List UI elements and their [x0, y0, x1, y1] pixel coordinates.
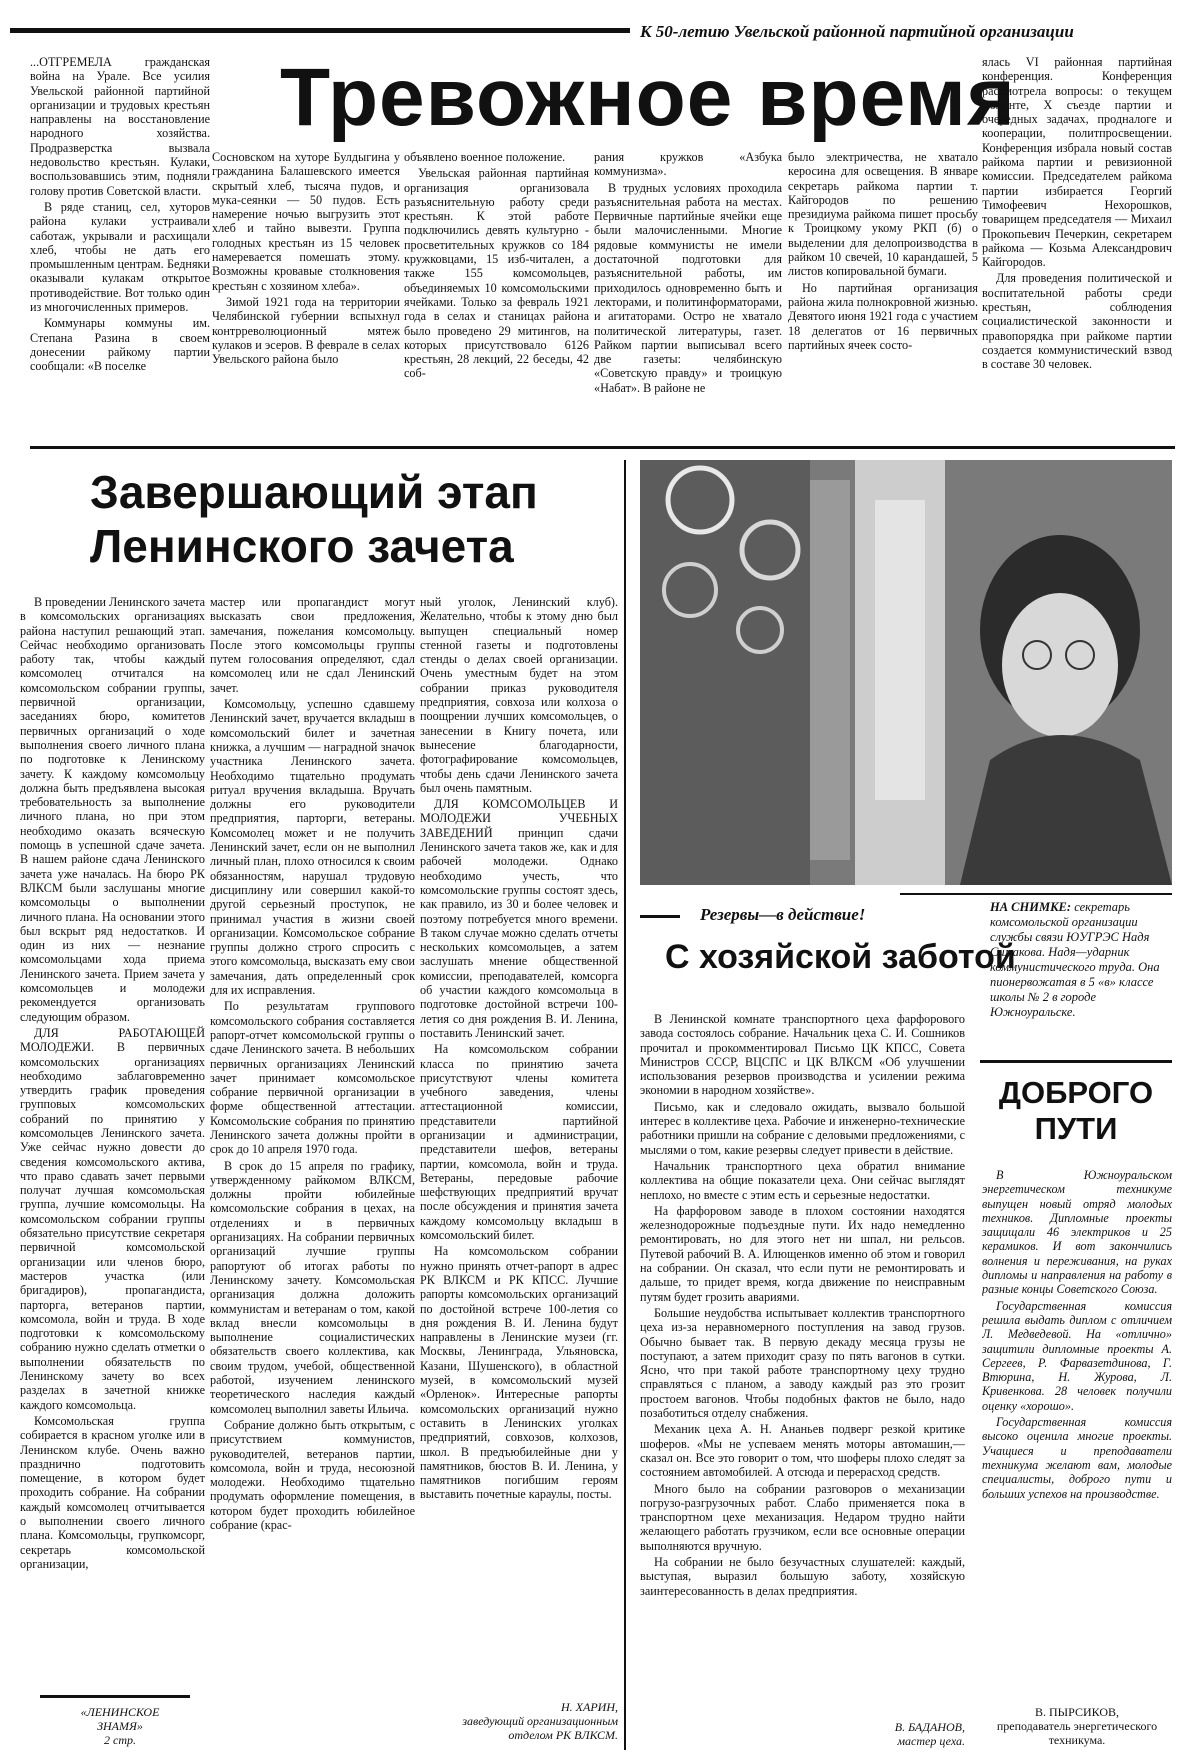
vertical-divider: [624, 460, 626, 1750]
paragraph: мастер или пропагандист могут высказать свои предложения, замечания, пожелания комсомольцу. После этого комсомольцы группы путем голосования определяют, сдал комсомолец или не сдал Ленинский зачет.: [210, 595, 415, 695]
article2-col2: [210, 595, 415, 1755]
paragraph: Начальник транспортного цеха обратил внимание коллектива на общие показатели цеха. Они сейчас выглядят неплохо, но вместе с этим есть и серьезные недостатки.: [640, 1158, 965, 1202]
article3-rubric: Резервы—в действие!: [700, 905, 866, 924]
paragraph: Государственная комиссия высоко оценила многие проекты. Учащиеся и преподаватели техникума желают вам, молодые специалисты, доброго пути и больших успехов на производстве.: [982, 1415, 1172, 1501]
article2-signature-title: заведующий организационным отделом РК ВЛКСМ.: [462, 1714, 618, 1742]
article4-body: [982, 1168, 1172, 1703]
headline-zavershayushchiy-etap: [90, 465, 538, 573]
paragraph: В ряде станиц, сел, хуторов района кулаки устраивали саботаж, укрывали и расхищали хлеб, чтобы не дать его промышленным центрам. Бедняки оказывали кулакам открытое противодействие. Вот только один из многочисленных примеров.: [30, 199, 210, 315]
article4-signature-name: В. ПЫРСИКОВ,: [1035, 1705, 1119, 1719]
article3-signature-title: мастер цеха.: [897, 1734, 965, 1748]
paragraph: Комсомольцу, успешно сдавшему Ленинский зачет, вручается вкладыш в комсомольский билет и зачетная книжка, а лучшим — наградной значок участника Ленинского зачета. Необходимо тщательно продумать ритуал вручения вкладыша. Вручать должны его руководители предприятия, парторги, ветераны. Комсомолец может и не получить Ленинский зачет, если он не выполнил личный план, плохо относился к своим обязанностям, нарушал трудовую дисциплину или совершил какой-то другой серьезный проступок, не принимал участия в жизни своей организации. Комсомольское собрание группы должно строго спросить с этого комсомольца, высказать ему свои замечания, дать определенный срок для их исправления.: [210, 697, 415, 998]
paragraph: Много было на собрании разговоров о механизации погрузо-разгрузочных работ. Слабо применяется пока в транспортном цехе механизация. Недаром трудно найти желающего работать грузчиком, если все основные операции выполняются вручную.: [640, 1481, 965, 1553]
article3-signature: [640, 1720, 965, 1748]
paragraph: Комсомольская группа собирается в красном уголке или в Ленинском клубе. Очень важно празднично подготовить помещение, в котором будет проходить собрание. На собрании каждый комсомолец отчитывается о выполнении своего личного плана. Комсомольцы, групкомсорг, секретарь комсомольской организации,: [20, 1413, 205, 1571]
newspaper-ref-line1: «ЛЕНИНСКОЕ: [80, 1705, 160, 1719]
paragraph: На фарфоровом заводе в плохом состоянии находятся железнодорожные подъездные пути. Их надо немедленно ремонтировать, но для этого нет ни шпал, ни рельсов. Путевой рабочий В. А. Илющенков именно об этом и говорил на собрании. Он сказал, что если пути не ремонтировать и дальше, то придет время, когда движение по неисправным путям будет грозить авариями.: [640, 1203, 965, 1304]
paragraph: На комсомольском собрании класса по принятию зачета присутствуют члены комитета учебного заведения, члены аттестационной комиссии, представители партийной организации и администрации, представители шефов, ветераны партии, комсомола, войн и труда. Ветераны, передовые рабочие шефствующих предприятий вручат после обсуждения и принятия зачета каждому комсомольцу вкладыш в комсомольский билет.: [420, 1042, 618, 1243]
paragraph: В срок до 15 апреля по графику, утвержденному райкомом ВЛКСМ, должны пройти юбилейные комсомольские собрания в цехах, на отделениях и в первичных организациях. На собрании первичных организаций лучшие группы рапортуют об итогах работы по Ленинскому зачету. Комсомольская организация должна доложить коммунистам и ветеранам о том, какой вклад внесли комсомольцы в выполнение социалистических обязательств своего коллектива, как своим трудом, учебой, общественной работой, изучением ленинского теоретического наследия каждый комсомолец выполнил заветы Ильича.: [210, 1158, 415, 1416]
article1-col4: [594, 150, 782, 445]
paragraph: ...ОТГРЕМЕЛА гражданская война на Урале. Все усилия Увельской районной партийной организации и трудовых крестьян направлены на восстановление народного хозяйства. Продразверстка вызвала недовольство крестьян. Кулаки, воспользовавшись этим, подняли голову против Советской власти.: [30, 55, 210, 198]
paragraph: В проведении Ленинского зачета в комсомольских организациях района наступил решающий этап. Сейчас необходимо организовать работу так, чтобы каждый комсомолец отчитался на комсомольском собрании группы, первичной организации, заседаниях бюро, комитетов первичных организаций о ходе выполнения своего личного плана по подготовке к Ленинскому зачету. К каждому комсомольцу должна быть предъявлена высокая требовательность за выполнение личного плана, но при этом необходимо оказать всяческую помощь в успешной сдаче зачета. В нашем районе сдача Ленинского зачета уже началась. На бюро РК ВЛКСМ были заслушаны многие комсомольцы о выполнении личного плана. На основании этого был вскрыт ряд недостатков. И один из них — незнание комсомольцами хода приема Ленинского зачета. Прием зачета у комсомольцев и молодежи рекомендуется организовать следующим образом.: [20, 595, 205, 1024]
headline-trevozhnoe-vremya: Тревожное время: [280, 52, 1016, 143]
article2-signature-name: Н. ХАРИН,: [561, 1700, 618, 1714]
paragraph: Увельская районная партийная организация организовала разъяснительную работу среди крестьян. К этой работе подключились девять культурно - просветительных кружков со 184 кружковцами, 15 изб-читален, а также 155 комсомольцев, объединяемых 10 комсомольскими ячейками. Только за февраль 1921 года в селах и станицах района было проведено 29 митингов, на которых присутствовало 6126 крестьян, 28 лекций, 22 беседы, 42 соб-: [404, 166, 589, 381]
paragraph: Для проведения политической и воспитательной работы среди крестьян, соблюдения социалистической законности и правопорядка при райкоме партии создается коммунистический взвод в составе 30 человек.: [982, 271, 1172, 372]
section-divider: [30, 446, 1175, 449]
photo-nadya-simakova: [640, 460, 1172, 885]
article4-top-rule: [980, 1060, 1172, 1063]
headline-puti: ПУТИ: [1034, 1111, 1118, 1146]
headline-line2: Ленинского зачета: [90, 520, 514, 572]
caption-rule: [900, 893, 1172, 895]
photo-caption-text: секретарь комсомольской организации службы связи ЮУГРЭС Надя Симакова. Надя—ударник коммунистического труда. Она пионервожатая в 5 «в» классе школы № 2 в городе Южноуральске.: [990, 900, 1160, 1019]
paragraph: ялась VI районная партийная конференция. Конференция рассмотрела вопросы: о текущем моменте, X съезде партии и очередных задачах, продналоге и кооперации, политпросвещении. Конференция избрала новый состав райкома партии и ревизионной комиссии. Председателем райкома партии избирается Георгий Тимофеевич Нехорошков, товарищем председателя — Михаил Прокопьевич Печеркин, секретарем райкома — Козьма Александрович Кайгородов.: [982, 55, 1172, 270]
paragraph: В трудных условиях проходила разъяснительная работа на местах. Первичные партийные ячейки еще были малочисленными. Многие рядовые коммунисты не имели достаточной подготовки для разъяснительной работы, им приходилось одновременно быть и лекторами, и политинформаторами, и агитаторами. Остро не хватало политической литературы, газет. Райком партии выписывал всего две газеты: челябинскую «Советскую правду» и троицкую «Набат». В районе не: [594, 180, 782, 395]
article1-col5: [788, 150, 978, 445]
paragraph: На собрании не было безучастных слушателей: каждый, выступая, выразил большую заботу, хозяйскую заинтересованность в делах предприятия.: [640, 1554, 965, 1598]
paragraph: ДЛЯ РАБОТАЮЩЕЙ МОЛОДЕЖИ. В первичных комсомольских организациях необходимо заблаговременно утвердить график проведения групповых комсомольских собраний по принятию у комсомольцев Ленинского зачета. Уже сейчас нужно довести до сведения комсомольского актива, что право сдавать зачет первыми получат лучшая комсомольская группа, лучшие комсомольцы. На комсомольском собрании группы обязательно присутствие секретаря первичной комсомольской организации или членов бюро, мастеров участка (или бригадиров), пропагандиста, парторга, ветеранов партии, комсомола, войн и труда. В ходе подготовки к комсомольскому собранию нужно сделать отметки о выполнении обязательств по Ленинскому зачету во всех разделах в зачетной книжке каждого комсомольца.: [20, 1025, 205, 1412]
paragraph: Письмо, как и следовало ожидать, вызвало большой интерес в коллективе цеха. Рабочие и инженерно-технические работники пришли на собрание с деловыми предложениями, с мыслями о том, какие резервы следует привести в действие.: [640, 1099, 965, 1157]
article3-body: [640, 1012, 965, 1692]
paragraph: На комсомольском собрании нужно принять отчет-рапорт в адрес РК ВЛКСМ и РК КПСС. Лучшие рапорты комсомольских организаций по достойной встрече 100-летия со дня рождения В. И. Ленина будут направлены в Ленинские музеи (гг. Москвы, Ленинграда, Ульяновска, Казани, Шушенского), в областной музей, в комсомольский музей «Орленок». Интересные рапорты комсомольских организаций нужно оставить в Ленинских уголках предприятий, совхозов, колхозов, школ. В предъюбилейные дни у памятников, бюстов В. И. Ленина, у памятников погибшим героям выставить почетные караулы, посты.: [420, 1244, 618, 1502]
article1-col2: [212, 150, 400, 445]
paragraph: рания кружков «Азбука коммунизма».: [594, 150, 782, 179]
article2-signature: [420, 1700, 618, 1742]
portrait-photo-image: [640, 460, 1172, 885]
paragraph: Зимой 1921 года на территории Челябинской губернии вспыхнул контрреволюционный мятеж кулаков и эсеров. В феврале в селах Увельского района было: [212, 294, 400, 367]
article3-signature-name: В. БАДАНОВ,: [894, 1720, 965, 1734]
article3-rubric-rule: [640, 915, 680, 918]
headline-line1: Завершающий этап: [90, 466, 538, 518]
article4-signature: [982, 1705, 1172, 1747]
paragraph: объявлено военное положение.: [404, 150, 566, 164]
anniversary-rubric: К 50-летию Увельской районной партийной организации: [640, 22, 1074, 41]
article1-col1: [30, 55, 210, 445]
paragraph: Коммунары коммуны им. Степана Разина в своем донесении райкому партии сообщали: «В поселке: [30, 316, 210, 374]
article2-col1: [20, 595, 205, 1715]
paragraph: было электричества, не хватало керосина для освещения. В январе секретарь райкома партии т. Кайгородов по решению президиума райкома пишет просьбу к Троицкому укому РКП (б) о выделении для делопроизводства в райком 10 свечей, 10 карандашей, 5 листов копировальной бумаги.: [788, 150, 978, 279]
paragraph: В Южноуральском энергетическом техникуме выпущен новый отряд молодых техников. Дипломные проекты защищали 46 электриков и 25 керамиков. И вот закончились волнения и переживания, на руках дипломы и направления на работу в разные концы Советского Союза.: [982, 1168, 1172, 1297]
paragraph: Сосновском на хуторе Булдыгина у гражданина Балашевского имеется скрытый хлеб, тысяча пудов, и мука-сеянки — 50 пудов. Есть намерение ночью выгрузить этот хлеб и тайно вывезти. Группа голодных крестьян из 15 человек намеревается помешать этому. Возможны кровавые столкновения крестьян с хозяином хлеба».: [212, 150, 400, 293]
paragraph: В Ленинской комнате транспортного цеха фарфорового завода состоялось собрание. Начальник цеха С. И. Сошников прочитал и прокомментировал Письмо ЦК КПСС, Совета Министров СССР, ВЦСПС и ЦК ВЛКСМ «Об улучшении использования резервов производства и усилении режима экономии в народном хозяйстве».: [640, 1012, 965, 1098]
paragraph: По результатам группового комсомольского собрания составляется рапорт-отчет комсомольской группы о сдаче Ленинского зачета. В небольших первичных организациях Ленинский зачет принимает комсомольское собрание первичной организации в форме общественной аттестации. Комсомольские собрания по принятию Ленинского зачета должны пройти в срок до 10 апреля 1970 года.: [210, 999, 415, 1157]
newspaper-ref-line3: 2 стр.: [104, 1733, 136, 1747]
article4-signature-title: преподаватель энергетического техникума.: [996, 1719, 1158, 1747]
headline-s-khozyayskoy-zabotoy: С хозяйской заботой: [665, 938, 1016, 976]
paragraph: Механик цеха А. Н. Ананьев подверг резкой критике шоферов. «Мы не успеваем менять моторы автомашин,—сказал он. Все это говорит о том, что шоферы плохо следят за состоянием автомобилей. А отсюда и перерасход средств.: [640, 1422, 965, 1480]
photo-caption-lead: НА СНИМКЕ:: [990, 900, 1072, 914]
paragraph: Но партийная организация района жила полнокровной жизнью. Девятого июня 1921 года с участием 18 делегатов от 16 первичных партийных ячеек состо-: [788, 280, 978, 352]
article1-col3: [404, 150, 589, 445]
newspaper-ref: [45, 1705, 195, 1747]
headline-dobrogo: ДОБРОГО: [998, 1075, 1154, 1110]
photo-caption: [990, 900, 1170, 1020]
paragraph: ный уголок, Ленинский клуб). Желательно, чтобы к этому дню был выпущен специальный номер стенной газеты и подготовлены стенды о делах своей организации. Очень уместным будет на этом собрании приказ руководителя предприятия, совхоза или колхоза о поощрении лучших комсомольцев, о занесении в Книгу почета, или вынесение благодарности, фотографирование комсомольцев, чтобы день сдачи Ленинского зачета был очень памятным.: [420, 595, 618, 795]
top-rule-left: [10, 28, 630, 33]
paragraph: ДЛЯ КОМСОМОЛЬЦЕВ И МОЛОДЕЖИ УЧЕБНЫХ ЗАВЕДЕНИЙ принцип сдачи Ленинского зачета таков же, как и для рабочей молодежи. Однако необходимо учесть, что комсомольские группы состоят здесь, как правило, из 30 и более человек и поэтому потребуется много времени. В таком случае можно сделать отчеты нескольких комсомольцев, а затем заслушать мнение общественной комиссии, преподавателей, комсорга об участии каждого комсомольца в подготовке достойной встречи 100-летия со дня рождения В. И. Ленина, поставить Ленинский зачет.: [420, 797, 618, 1040]
article2-col3: [420, 595, 618, 1695]
paragraph: Собрание должно быть открытым, с присутствием коммунистов, руководителей, ветеранов партии, комсомола, войн и труда, несоюзной молодежи. Необходимо тщательно продумать оформление помещения, в котором будет проходить юбилейное собрание (крас-: [210, 1417, 415, 1532]
headline-dobrogo-puti: [980, 1075, 1172, 1147]
newspaper-ref-line2: ЗНАМЯ»: [97, 1719, 143, 1733]
footer-rule: [40, 1695, 190, 1698]
paragraph: Государственная комиссия решила выдать диплом с отличием Л. Медведевой. На «отлично» защитили дипломные проекты А. Сергеев, Р. Фарвазетдинова, Г. Втюрина, Н. Журова, Л. Кривенкова. 28 человек получили оценку «хорошо».: [982, 1298, 1172, 1413]
article1-col6: [982, 55, 1172, 445]
paragraph: Большие неудобства испытывает коллектив транспортного цеха из-за неравномерного поступления на завод грузов. Обычно бывает так. В первую декаду месяца грузы не поступают, а затем приходит сразу по пять вагонов в сутки. Ясно, что при такой работе транспортному цеху трудно справляться с планом, а заводу каждый раз это грозит простоем вагонов. Чтобы подобных фактов не было, надо позаботиться отделу снабжения.: [640, 1305, 965, 1421]
